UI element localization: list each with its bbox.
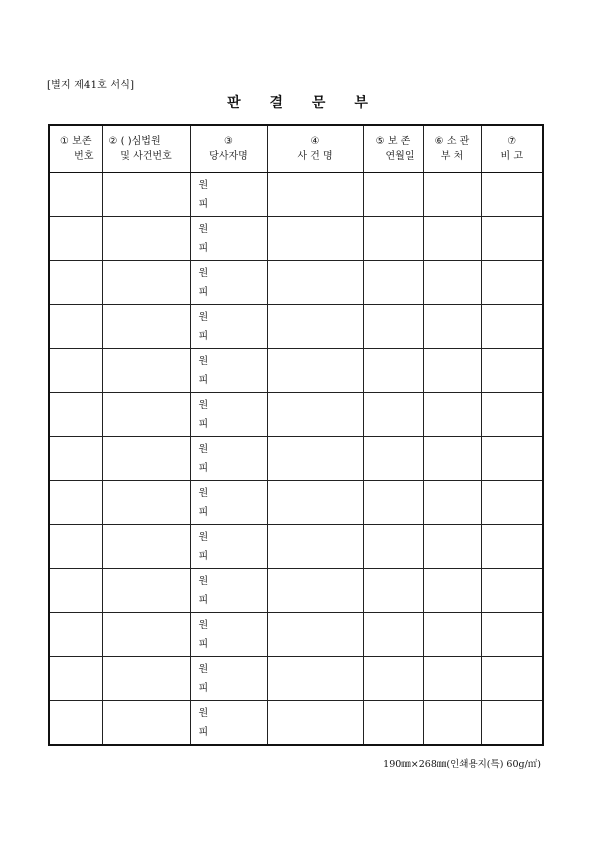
case-name-cell[interactable] xyxy=(267,525,363,569)
case-name-cell[interactable] xyxy=(267,261,363,305)
preservation-date-cell[interactable] xyxy=(363,437,423,481)
defendant-label: 피 xyxy=(198,682,209,694)
party-names-cell[interactable] xyxy=(190,613,267,657)
header-line: 부 처 xyxy=(440,151,464,162)
responsible-ministry-cell[interactable] xyxy=(423,217,481,261)
case-name-cell[interactable] xyxy=(267,217,363,261)
defendant-label: 피 xyxy=(198,418,209,430)
court-case-number-cell[interactable] xyxy=(102,393,190,437)
defendant-label: 피 xyxy=(198,506,209,518)
plaintiff-label: 원 xyxy=(198,179,209,191)
table-row xyxy=(49,393,543,437)
preservation-number-cell[interactable] xyxy=(49,349,102,393)
preservation-number-cell[interactable] xyxy=(49,261,102,305)
preservation-number-cell[interactable] xyxy=(49,217,102,261)
court-case-number-cell[interactable] xyxy=(102,613,190,657)
case-name-cell[interactable] xyxy=(267,613,363,657)
responsible-ministry-cell[interactable] xyxy=(423,261,481,305)
plaintiff-label: 원 xyxy=(198,575,209,587)
preservation-number-cell[interactable] xyxy=(49,481,102,525)
preservation-date-cell[interactable] xyxy=(363,657,423,701)
preservation-number-cell[interactable] xyxy=(49,613,102,657)
page-title: 판 결 문 부 xyxy=(227,95,380,111)
responsible-ministry-cell[interactable] xyxy=(423,701,481,746)
case-name-cell[interactable] xyxy=(267,437,363,481)
court-case-number-cell[interactable] xyxy=(102,701,190,746)
table-row xyxy=(49,613,543,657)
preservation-number-cell[interactable] xyxy=(49,305,102,349)
party-names-cell[interactable] xyxy=(190,525,267,569)
header-line: 당사자명 xyxy=(209,151,248,162)
preservation-date-cell[interactable] xyxy=(363,261,423,305)
remarks-cell[interactable] xyxy=(481,657,543,701)
case-name-cell[interactable] xyxy=(267,481,363,525)
header-line: ⑥ 소 관 xyxy=(434,136,470,147)
table-row xyxy=(49,657,543,701)
court-case-number-cell[interactable] xyxy=(102,481,190,525)
header-preservation-number xyxy=(49,125,102,173)
responsible-ministry-cell[interactable] xyxy=(423,613,481,657)
preservation-number-cell[interactable] xyxy=(49,437,102,481)
table-row xyxy=(49,481,543,525)
court-case-number-cell[interactable] xyxy=(102,525,190,569)
defendant-label: 피 xyxy=(198,374,209,386)
party-names-cell[interactable] xyxy=(190,481,267,525)
defendant-label: 피 xyxy=(198,330,209,342)
header-line: 및 사건번호 xyxy=(120,151,172,162)
responsible-ministry-cell[interactable] xyxy=(423,393,481,437)
defendant-label: 피 xyxy=(198,242,209,254)
case-name-cell[interactable] xyxy=(267,393,363,437)
header-line: 연월일 xyxy=(385,151,415,162)
plaintiff-label: 원 xyxy=(198,487,209,499)
header-line: ⑦ xyxy=(507,136,517,147)
table-row xyxy=(49,261,543,305)
header-preservation-date xyxy=(363,125,423,173)
table-row xyxy=(49,437,543,481)
court-case-number-cell[interactable] xyxy=(102,217,190,261)
preservation-date-cell[interactable] xyxy=(363,305,423,349)
header-line: ① 보존 xyxy=(60,136,92,147)
remarks-cell[interactable] xyxy=(481,261,543,305)
plaintiff-label: 원 xyxy=(198,223,209,235)
preservation-date-cell[interactable] xyxy=(363,525,423,569)
case-name-cell[interactable] xyxy=(267,173,363,217)
court-case-number-cell[interactable] xyxy=(102,261,190,305)
remarks-cell[interactable] xyxy=(481,393,543,437)
court-case-number-cell[interactable] xyxy=(102,437,190,481)
header-line: ④ xyxy=(310,136,320,147)
preservation-number-cell[interactable] xyxy=(49,657,102,701)
responsible-ministry-cell[interactable] xyxy=(423,437,481,481)
remarks-cell[interactable] xyxy=(481,481,543,525)
responsible-ministry-cell[interactable] xyxy=(423,481,481,525)
defendant-label: 피 xyxy=(198,726,209,738)
preservation-number-cell[interactable] xyxy=(49,393,102,437)
plaintiff-label: 원 xyxy=(198,531,209,543)
party-names-cell[interactable] xyxy=(190,701,267,746)
defendant-label: 피 xyxy=(198,550,209,562)
remarks-cell[interactable] xyxy=(481,349,543,393)
header-court-case-number xyxy=(102,125,190,173)
table-row xyxy=(49,217,543,261)
court-case-number-cell[interactable] xyxy=(102,305,190,349)
remarks-cell[interactable] xyxy=(481,217,543,261)
plaintiff-label: 원 xyxy=(198,443,209,455)
preservation-number-cell[interactable] xyxy=(49,701,102,746)
defendant-label: 피 xyxy=(198,198,209,210)
header-remarks xyxy=(481,125,543,173)
header-responsible-ministry xyxy=(423,125,481,173)
table-row xyxy=(49,525,543,569)
plaintiff-label: 원 xyxy=(198,663,209,675)
remarks-cell[interactable] xyxy=(481,525,543,569)
preservation-number-cell[interactable] xyxy=(49,173,102,217)
header-line: ③ xyxy=(224,136,233,147)
case-name-cell[interactable] xyxy=(267,701,363,746)
responsible-ministry-cell[interactable] xyxy=(423,305,481,349)
preservation-number-cell[interactable] xyxy=(49,569,102,613)
responsible-ministry-cell[interactable] xyxy=(423,173,481,217)
party-names-cell[interactable] xyxy=(190,393,267,437)
party-names-cell[interactable] xyxy=(190,657,267,701)
plaintiff-label: 원 xyxy=(198,619,209,631)
plaintiff-label: 원 xyxy=(198,311,209,323)
header-line: ② ( )심법원 xyxy=(108,136,161,147)
table-row xyxy=(49,349,543,393)
responsible-ministry-cell[interactable] xyxy=(423,349,481,393)
plaintiff-label: 원 xyxy=(198,267,209,279)
remarks-cell[interactable] xyxy=(481,173,543,217)
table-row xyxy=(49,701,543,746)
case-name-cell[interactable] xyxy=(267,569,363,613)
case-name-cell[interactable] xyxy=(267,657,363,701)
case-name-cell[interactable] xyxy=(267,305,363,349)
preservation-date-cell[interactable] xyxy=(363,393,423,437)
defendant-label: 피 xyxy=(198,286,209,298)
preservation-number-cell[interactable] xyxy=(49,525,102,569)
header-line: 번호 xyxy=(74,151,94,162)
header-line: 비 고 xyxy=(500,151,523,162)
party-names-cell[interactable] xyxy=(190,569,267,613)
case-name-cell[interactable] xyxy=(267,349,363,393)
header-row xyxy=(49,125,543,173)
register-body xyxy=(49,173,543,746)
preservation-date-cell[interactable] xyxy=(363,613,423,657)
remarks-cell[interactable] xyxy=(481,437,543,481)
remarks-cell[interactable] xyxy=(481,305,543,349)
preservation-date-cell[interactable] xyxy=(363,481,423,525)
table-row xyxy=(49,305,543,349)
defendant-label: 피 xyxy=(198,462,209,474)
form-reference: [별지 제41호 서식] xyxy=(47,80,135,91)
remarks-cell[interactable] xyxy=(481,701,543,746)
defendant-label: 피 xyxy=(198,594,209,606)
party-names-cell[interactable] xyxy=(190,261,267,305)
court-case-number-cell[interactable] xyxy=(102,349,190,393)
plaintiff-label: 원 xyxy=(198,399,209,411)
defendant-label: 피 xyxy=(198,638,209,650)
header-case-name xyxy=(267,125,363,173)
preservation-date-cell[interactable] xyxy=(363,217,423,261)
party-names-cell[interactable] xyxy=(190,437,267,481)
court-case-number-cell[interactable] xyxy=(102,173,190,217)
preservation-date-cell[interactable] xyxy=(363,701,423,746)
party-names-cell[interactable] xyxy=(190,217,267,261)
court-case-number-cell[interactable] xyxy=(102,657,190,701)
table-row xyxy=(49,569,543,613)
court-case-number-cell[interactable] xyxy=(102,569,190,613)
preservation-date-cell[interactable] xyxy=(363,173,423,217)
header-line: ⑤ 보 존 xyxy=(375,136,411,147)
plaintiff-label: 원 xyxy=(198,355,209,367)
preservation-date-cell[interactable] xyxy=(363,569,423,613)
paper-spec-note: 190㎜×268㎜(인쇄용지(특) 60g/㎡) xyxy=(383,759,541,770)
responsible-ministry-cell[interactable] xyxy=(423,525,481,569)
judgment-register-table xyxy=(48,124,544,746)
party-names-cell[interactable] xyxy=(190,305,267,349)
header-line: 사 건 명 xyxy=(297,151,333,162)
responsible-ministry-cell[interactable] xyxy=(423,657,481,701)
remarks-cell[interactable] xyxy=(481,569,543,613)
responsible-ministry-cell[interactable] xyxy=(423,569,481,613)
header-party-names xyxy=(190,125,267,173)
party-names-cell[interactable] xyxy=(190,349,267,393)
preservation-date-cell[interactable] xyxy=(363,349,423,393)
remarks-cell[interactable] xyxy=(481,613,543,657)
plaintiff-label: 원 xyxy=(198,707,209,719)
party-names-cell[interactable] xyxy=(190,173,267,217)
table-row xyxy=(49,173,543,217)
